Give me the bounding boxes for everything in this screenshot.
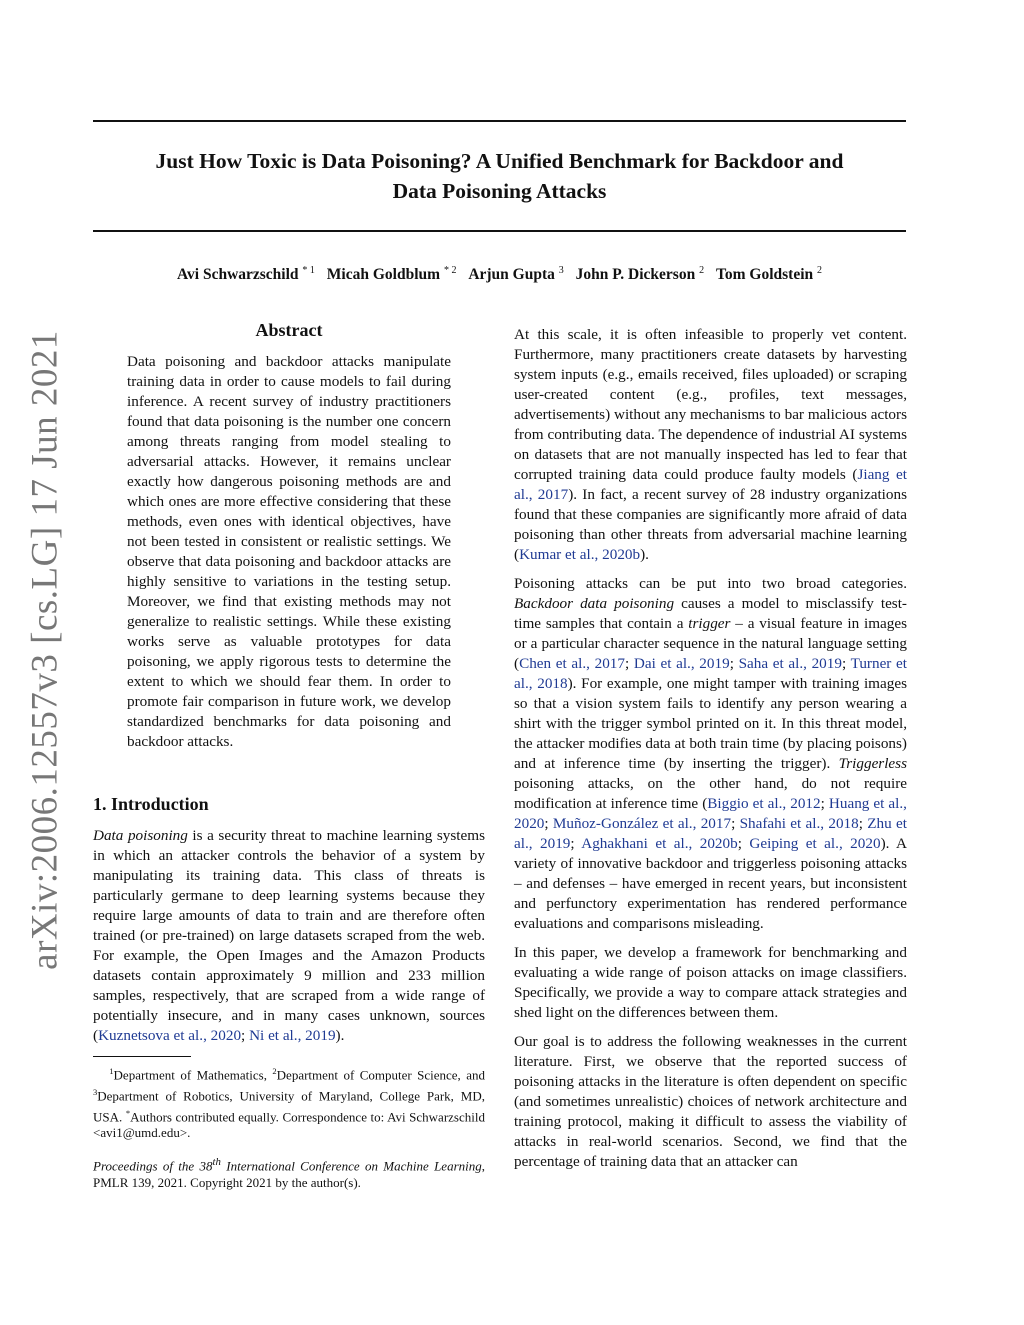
author-list xyxy=(93,265,906,284)
body-paragraph: Our goal is to address the following weaknesses in the current literature. First, we observe that the reported success of poisoning attacks in the literature is often dependent on specific (and sometimes unrealistic) choices of network architecture and training protocol, making it difficult to assess the viability of attacks in real-world scenarios. Second, we find that the percentage of training data that an attacker can xyxy=(514,1033,907,1170)
citation-link[interactable]: Aghakhani et al., 2020b xyxy=(581,835,738,852)
author: Micah Goldblum $^{* 2}$ xyxy=(326,265,457,284)
author: Tom Goldstein $^2$ xyxy=(715,265,823,284)
citation-link[interactable]: Geiping et al., 2020 xyxy=(749,835,881,852)
abstract-text: Data poisoning and backdoor attacks manipulate training data in order to cause models to fail during inference. A recent survey of industry practitioners found that data poisoning is the number one concern among threats ranging from model stealing to adversarial attacks. However, it remains unclear exactly how dangerous poisoning methods are and which ones are more effective considering that these methods, even ones with identical objectives, have not been tested in consistent or realistic settings. We observe that data poisoning and backdoor attacks are highly sensitive to variations in the testing setup. Moreover, we find that existing methods may not generalize to realistic settings. While these existing works serve as valuable prototypes for data poisoning, we apply rigorous tests to determine the extent to which we should fear them. In order to promote fair comparison in future work, we develop standardized benchmarks for data poisoning and backdoor attacks. xyxy=(127,353,451,750)
paper-title xyxy=(93,146,906,206)
left-column xyxy=(93,320,485,1191)
title-rule-top xyxy=(93,120,906,122)
citation-link[interactable]: Zhu et al., 2019 xyxy=(514,815,907,852)
footnote-rule xyxy=(93,1056,191,1057)
author: Avi Schwarzschild $^{* 1}$ xyxy=(176,265,315,284)
author: John P. Dickerson $^2$ xyxy=(575,265,705,284)
affiliation-footnote: $^1$Department of Mathematics, $^2$Department of Computer Science, and $^3$Department of Robotics, University of Maryland, College Park, MD, USA. *Authors contributed equally. Correspondence to: Avi Schwarzschild <avi1@umd.edu>. xyxy=(93,1066,485,1141)
arxiv-identifier: arXiv:2006.12557v3 [cs.LG] 17 Jun 2021 xyxy=(24,330,66,970)
title-line-2: Data Poisoning Attacks xyxy=(392,179,607,203)
proceedings-note: Proceedings of the 38th International Conference on Machine Learning, PMLR 139, 2021. Copyright 2021 by the author(s). xyxy=(93,1155,485,1190)
title-line-1: Just How Toxic is Data Poisoning? A Unified Benchmark for Backdoor and xyxy=(155,149,844,173)
citation-link[interactable]: Kumar et al., 2020b xyxy=(519,546,641,563)
author: Arjun Gupta $^3$ xyxy=(468,265,564,284)
citation-link[interactable]: Ni et al., 2019 xyxy=(249,1027,336,1044)
body-paragraph: Poisoning attacks can be put into two broad categories. Backdoor data poisoning causes a model to misclassify test-time samples that contain a trigger – a visual feature in images or a particular character sequence in the natural language setting (Chen et al., 2017; Dai et al., 2019; Saha et al., 2019; Turner et al., 2018). For example, one might tamper with training images so that a vision system fails to identify any person wearing a shirt with the trigger symbol printed on it. In this threat model, the attacker modifies data at both train time (by placing poisons) and at inference time (by inserting the trigger). Triggerless poisoning attacks, on the other hand, do not require modification at inference time (Biggio et al., 2012; Huang et al., 2020; Muñoz-González et al., 2017; Shafahi et al., 2018; Zhu et al., 2019; Aghakhani et al., 2020b; Geiping et al., 2020). A variety of innovative backdoor and triggerless poisoning attacks – and defenses – have emerged in recent years, but inconsistent and perfunctory experimentation has rendered performance evaluations and comparisons misleading. xyxy=(514,575,907,932)
citation-link[interactable]: Chen et al., 2017 xyxy=(519,655,625,672)
citation-link[interactable]: Dai et al., 2019 xyxy=(633,655,730,672)
abstract-heading: Abstract xyxy=(255,320,323,340)
citation-link[interactable]: Shafahi et al., 2018 xyxy=(739,815,859,832)
citation-link[interactable]: Muñoz-González et al., 2017 xyxy=(552,815,732,832)
citation-link[interactable]: Huang et al., 2020 xyxy=(514,795,907,832)
citation-link[interactable]: Saha et al., 2019 xyxy=(738,655,842,672)
body-paragraph: At this scale, it is often infeasible to properly vet content. Furthermore, many practitioners create datasets by harvesting system inputs (e.g., emails received, files uploaded) or scraping user-created content (e.g., profiles, text messages, advertisements) without any mechanisms to bar malicious actors from contributing data. The dependence of industrial AI systems on datasets that are not manually inspected has led to fear that corrupted training data could produce faulty models (Jiang et al., 2017). In fact, a recent survey of 28 industry organizations found that these companies are significantly more afraid of data poisoning than other threats from adversarial machine learning (Kumar et al., 2020b). xyxy=(514,326,907,563)
body-paragraph: In this paper, we develop a framework for benchmarking and evaluating a wide range of poison attacks on image classifiers. Specifically, we provide a way to compare attack strategies and shed light on the differences between them. xyxy=(514,944,907,1021)
citation-link[interactable]: Biggio et al., 2012 xyxy=(707,795,821,812)
section-heading-introduction: 1. Introduction xyxy=(93,794,209,814)
title-rule-bottom xyxy=(93,230,906,232)
right-column xyxy=(514,325,907,1172)
citation-link[interactable]: Kuznetsova et al., 2020 xyxy=(98,1027,242,1044)
intro-paragraph: Data poisoning is a security threat to machine learning systems in which an attacker controls the behavior of a system by manipulating its training data. This class of threats is particularly germane to deep learning systems because they require large amounts of data to train and are therefore often trained (or pre-trained) on large datasets scraped from the web. For example, the Open Images and the Amazon Products datasets contain approximately 9 million and 233 million samples, respectively, that are scraped from a wide range of potentially insecure, and in many cases unknown, sources (Kuznetsova et al., 2020; Ni et al., 2019). xyxy=(93,827,485,1044)
citation-link[interactable]: Turner et al., 2018 xyxy=(514,655,907,692)
citation-link[interactable]: Jiang et al., 2017 xyxy=(514,466,907,503)
